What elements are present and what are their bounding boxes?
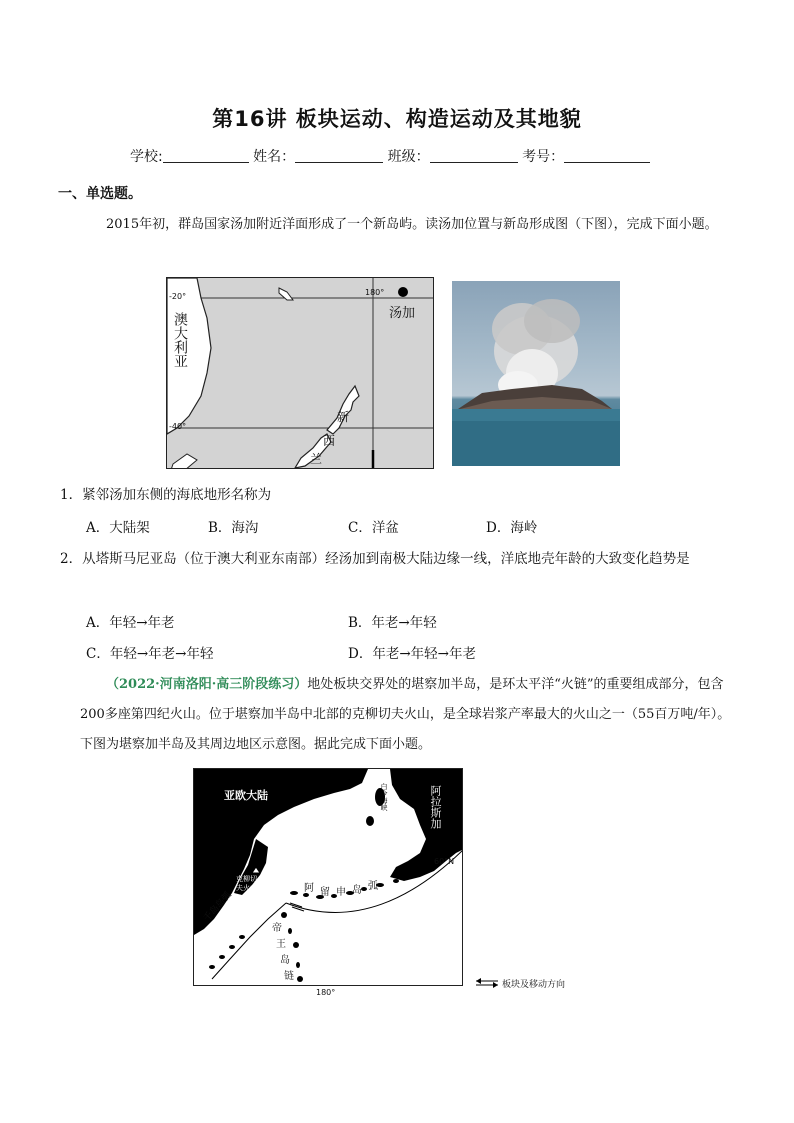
question-1-stem: 1．紧邻汤加东侧的海底地形名称为	[60, 487, 272, 503]
q1-option-a[interactable]: A．大陆架	[86, 520, 150, 536]
exam-no-field[interactable]	[564, 148, 650, 163]
q1-option-c[interactable]: C．洋盆	[348, 520, 399, 536]
kamchatka-map	[193, 768, 463, 986]
alaska-label: 阿拉斯加	[429, 785, 442, 829]
passage-1: 2015年初，群岛国家汤加附近洋面形成了一个新岛屿。读汤加位置与新岛形成图（下图），完成下面小题。	[106, 217, 718, 232]
q2-option-c[interactable]: C．年轻→年老→年轻	[86, 646, 214, 662]
klyuchevskaya-label-2: 夫火山	[236, 884, 257, 892]
exam-no-label: 考号：	[522, 149, 565, 165]
emperor-label-1: 帝	[272, 923, 282, 934]
aleutian-label-3: 申	[336, 887, 346, 898]
name-label: 姓名：	[253, 149, 296, 165]
student-info-line	[130, 146, 650, 166]
klyuchevskaya-label-1: 克柳切	[236, 875, 257, 883]
aleutian-label-4: 岛	[352, 885, 362, 896]
aleutian-label-5: 弧	[368, 881, 378, 892]
q2-option-d[interactable]: D．年老→年轻→年老	[348, 646, 476, 662]
lat-40-label: -40°	[169, 422, 187, 431]
page-title: 第16讲 板块运动、构造运动及其地貌	[212, 107, 582, 131]
section-title: 一、单选题。	[58, 186, 142, 202]
class-field[interactable]	[430, 148, 518, 163]
q1-option-d[interactable]: D．海岭	[486, 520, 538, 536]
nz-label-2: 西	[323, 434, 336, 448]
australia-label: 澳大利亚	[172, 312, 188, 368]
passage-2-text: 地处板块交界处的堪察加半岛，是环太平洋“火链”的重要组成部分，包含200多座第四纪火山。位于堪察加半岛中北部的克柳切夫火山，是全球岩浆产率最大的火山之一（55百万吨/年）。下图为堪察加半岛及其周边地区示意图。据此完成下面小题。	[80, 677, 731, 752]
class-label: 班级：	[387, 149, 430, 165]
eruption-photo-svg	[452, 281, 620, 466]
plate-motion-legend-icon	[474, 976, 500, 990]
passage-2-source: （2022·河南洛阳·高三阶段练习）	[106, 677, 308, 692]
bering-strait-label: 白令海峡	[380, 783, 388, 811]
passage-2	[80, 670, 740, 760]
q2-option-b[interactable]: B．年老→年轻	[348, 615, 437, 631]
name-field[interactable]	[295, 148, 383, 163]
lat-20-label: -20°	[169, 292, 187, 301]
aleutian-label-2: 留	[320, 887, 330, 898]
school-field[interactable]	[163, 148, 249, 163]
q1-option-b[interactable]: B．海沟	[208, 520, 259, 536]
emperor-label-2: 王	[276, 939, 286, 950]
school-label: 学校:	[130, 149, 163, 165]
nz-label-3: 兰	[310, 452, 323, 466]
tonga-location-map	[166, 277, 434, 469]
aleutian-label-1: 阿	[304, 883, 314, 894]
emperor-label-4: 链	[284, 971, 294, 982]
lon-180-label: 180°	[365, 288, 385, 297]
tonga-dot	[398, 287, 408, 297]
kuril-label: 千岛岛弧	[202, 890, 234, 924]
lat-60n-label: 60°N	[434, 857, 455, 866]
question-2-stem: 2．从塔斯马尼亚岛（位于澳大利亚东南部）经汤加到南极大陆边缘一线，洋底地壳年龄的大致变化趋势是	[60, 551, 690, 567]
emperor-label-3: 岛	[280, 955, 290, 966]
new-island-eruption-photo	[452, 281, 620, 466]
kuril-trench	[212, 903, 286, 979]
lon-180-label-map2: 180°	[316, 988, 336, 997]
tonga-label: 汤加	[389, 306, 416, 321]
tasmania-land	[171, 454, 197, 469]
kuril-islands	[209, 935, 245, 969]
eurasia-label: 亚欧大陆	[224, 789, 268, 802]
q2-option-a[interactable]: A．年轻→年老	[86, 615, 175, 631]
nz-label-1: 新	[337, 410, 350, 424]
plate-motion-legend-label: 板块及移动方向	[502, 980, 566, 990]
